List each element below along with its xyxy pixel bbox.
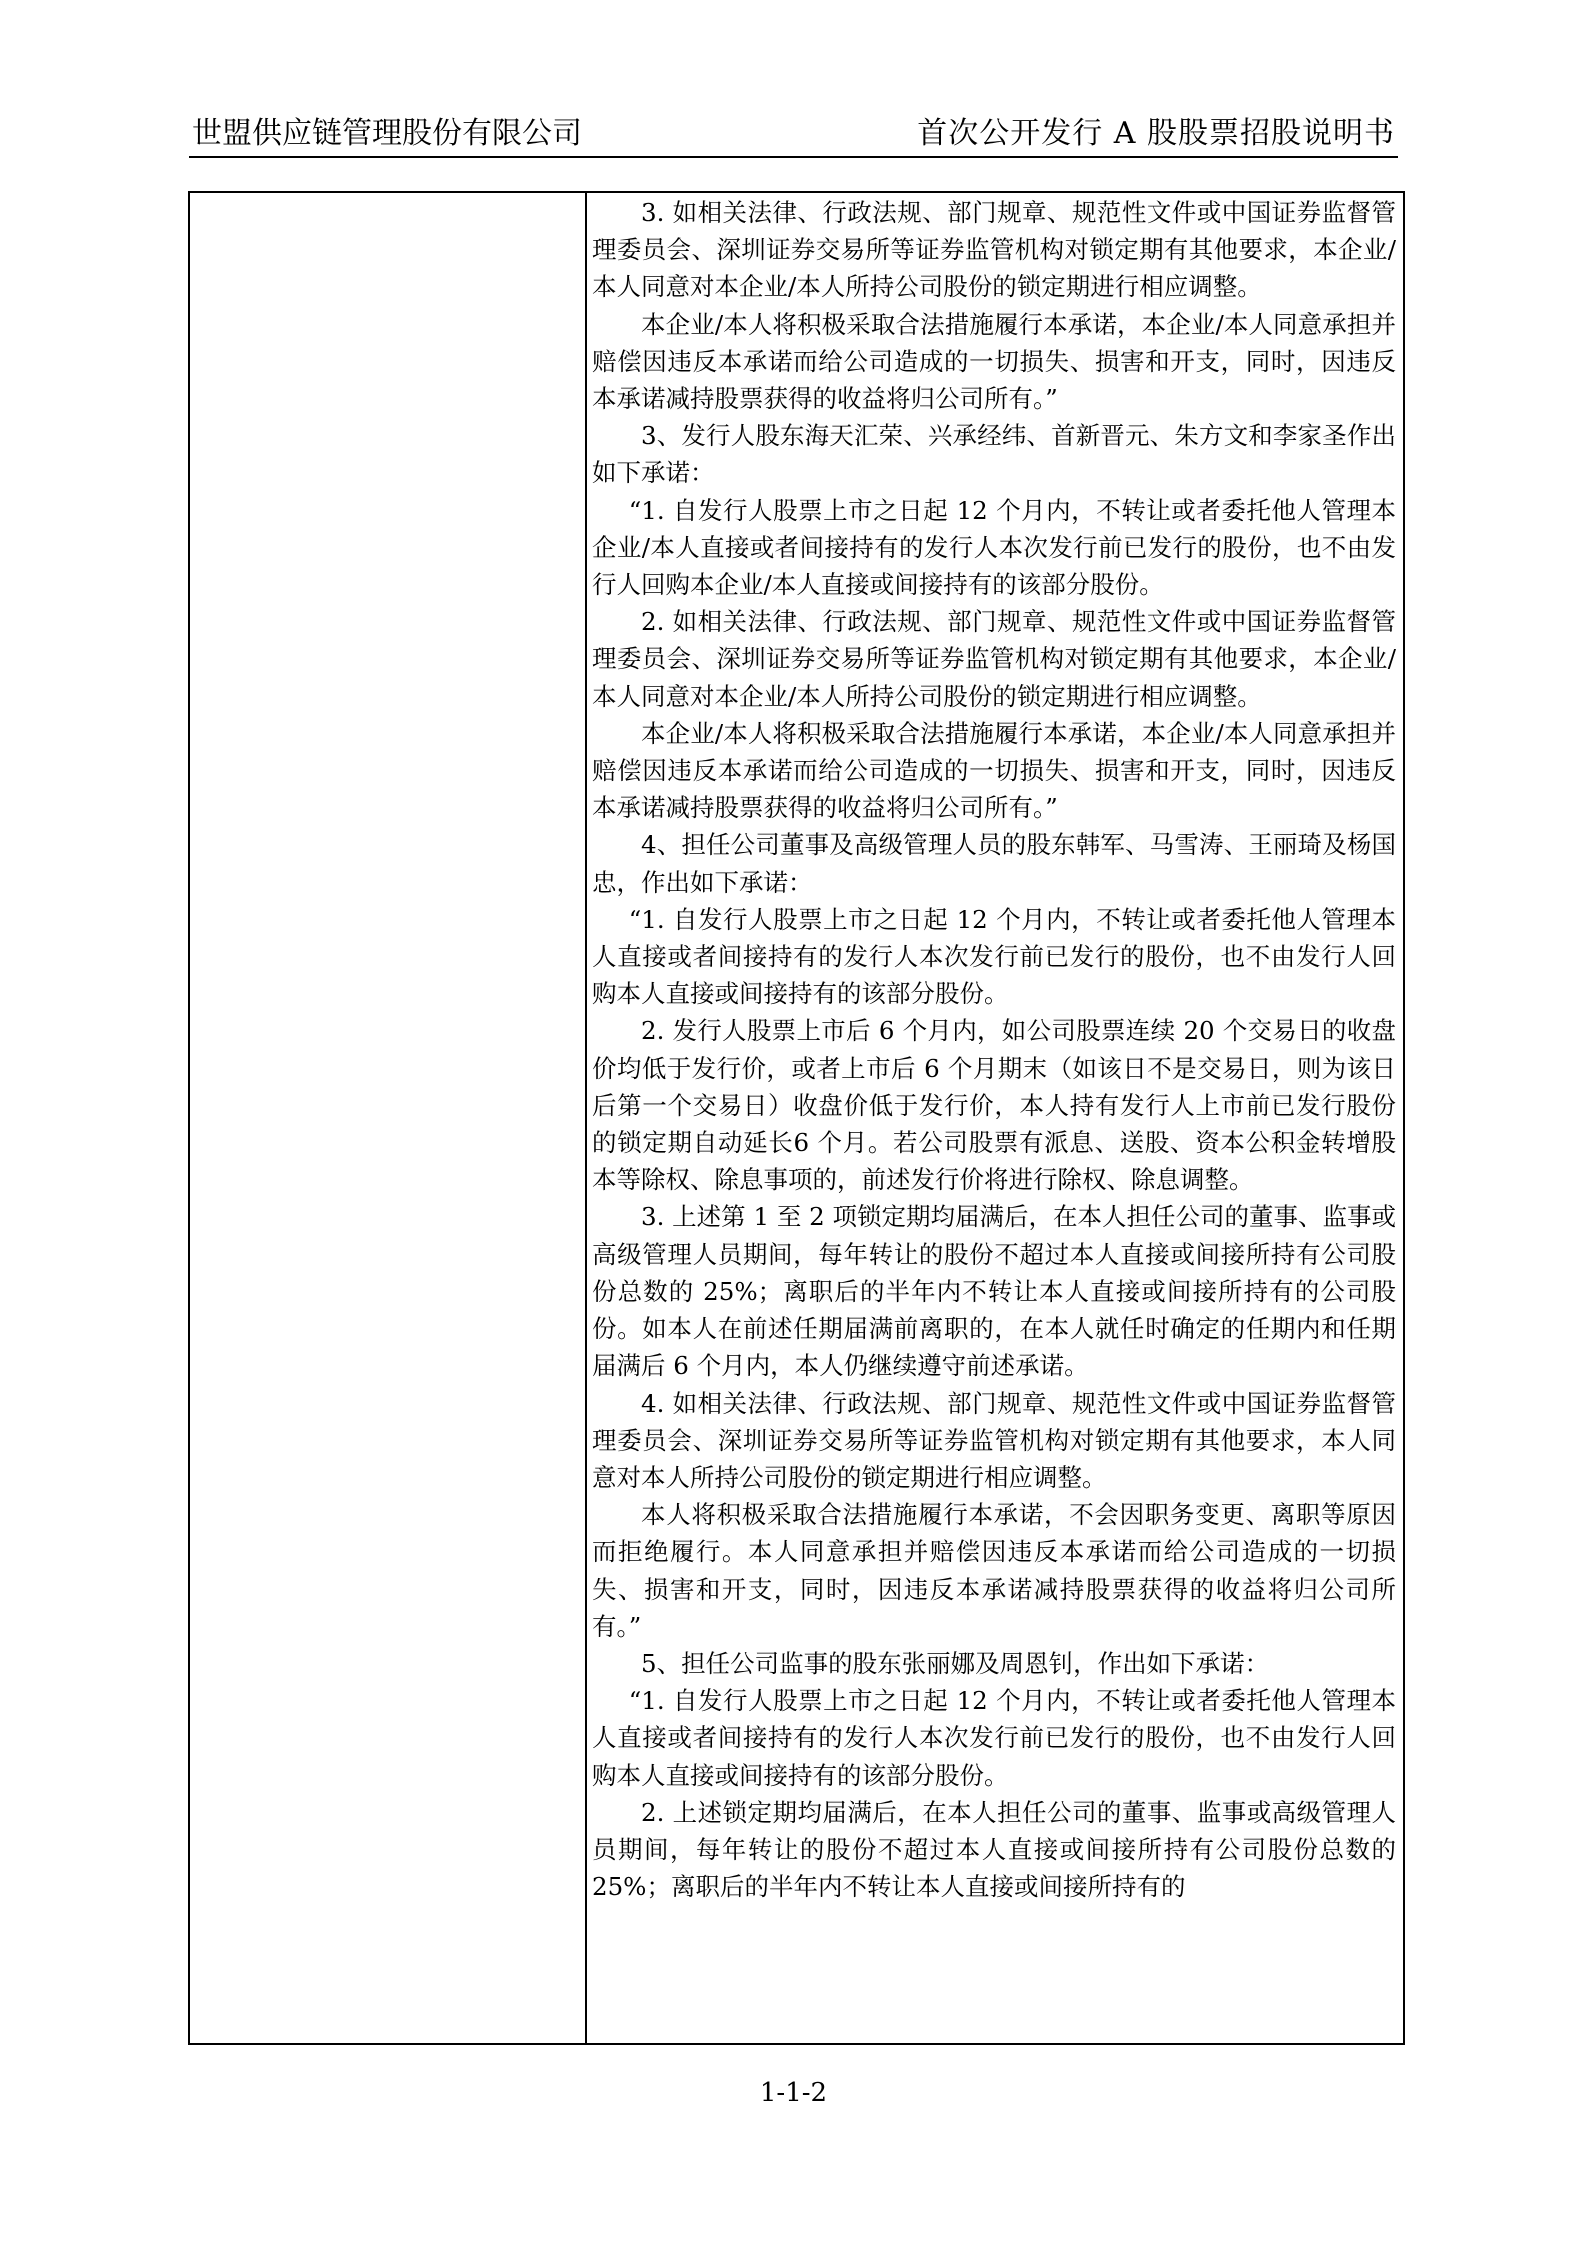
paragraph: “1. 自发行人股票上市之日起 12 个月内，不转让或者委托他人管理本人直接或者间接持有的发行人本次发行前已发行的股份，也不由发行人回购本人直接或间接持有的该部分股份。 xyxy=(592,1686,1396,1790)
paragraph: 本人将积极采取合法措施履行本承诺，不会因职务变更、离职等原因而拒绝履行。本人同意承担并赔偿因违反本承诺而给公司造成的一切损失、损害和开支，同时，因违反本承诺减持股票获得的收益将归公司所有。” xyxy=(592,1500,1396,1641)
commitment-table xyxy=(188,191,1405,2045)
table-right-cell xyxy=(587,193,1403,2043)
paragraph: 2. 上述锁定期均届满后，在本人担任公司的董事、监事或高级管理人员期间，每年转让的股份不超过本人直接或间接所持有公司股份总数的 25%；离职后的半年内不转让本人直接或间接所持有的 xyxy=(592,1797,1396,1902)
paragraph: 3. 如相关法律、行政法规、部门规章、规范性文件或中国证券监督管理委员会、深圳证券交易所等证券监管机构对锁定期有其他要求，本企业/本人同意对本企业/本人所持公司股份的锁定期进行相应调整。 xyxy=(592,198,1396,302)
paragraph: 4、担任公司董事及高级管理人员的股东韩军、马雪涛、王丽琦及杨国忠，作出如下承诺： xyxy=(592,830,1396,897)
paragraph: 4. 如相关法律、行政法规、部门规章、规范性文件或中国证券监督管理委员会、深圳证券交易所等证券监管机构对锁定期有其他要求，本人同意对本人所持公司股份的锁定期进行相应调整。 xyxy=(592,1388,1396,1492)
document-title: 首次公开发行 A 股股票招股说明书 xyxy=(917,116,1395,151)
paragraph: “1. 自发行人股票上市之日起 12 个月内，不转让或者委托他人管理本企业/本人直接或者间接持有的发行人本次发行前已发行的股份，也不由发行人回购本企业/本人直接或间接持有的该部分股份。 xyxy=(592,495,1396,600)
paragraph: 3. 上述第 1 至 2 项锁定期均届满后，在本人担任公司的董事、监事或高级管理人员期间，每年转让的股份不超过本人直接或间接所持有公司股份总数的 25%；离职后的半年内不转让本人直接或间接所持有的公司股份。如本人在前述任期届满前离职的，在本人就任时确定的任期内和任期届满后 6 个月内，本人仍继续遵守前述承诺。 xyxy=(592,1202,1396,1381)
paragraph: 3、发行人股东海天汇荣、兴承经纬、首新晋元、朱方文和李家圣作出如下承诺： xyxy=(592,421,1396,488)
table-left-cell xyxy=(190,193,587,2043)
header-divider xyxy=(189,156,1398,158)
paragraph: 本企业/本人将积极采取合法措施履行本承诺，本企业/本人同意承担并赔偿因违反本承诺而给公司造成的一切损失、损害和开支，同时，因违反本承诺减持股票获得的收益将归公司所有。” xyxy=(592,309,1396,414)
company-name: 世盟供应链管理股份有限公司 xyxy=(192,116,582,151)
paragraph: 本企业/本人将积极采取合法措施履行本承诺，本企业/本人同意承担并赔偿因违反本承诺而给公司造成的一切损失、损害和开支，同时，因违反本承诺减持股票获得的收益将归公司所有。” xyxy=(592,718,1396,823)
paragraph: “1. 自发行人股票上市之日起 12 个月内，不转让或者委托他人管理本人直接或者间接持有的发行人本次发行前已发行的股份，也不由发行人回购本人直接或间接持有的该部分股份。 xyxy=(592,904,1396,1009)
paragraph: 2. 发行人股票上市后 6 个月内，如公司股票连续 20 个交易日的收盘价均低于发行价，或者上市后 6 个月期末（如该日不是交易日，则为该日后第一个交易日）收盘价低于发行价，本人持有发行人上市前已发行股份的锁定期自动延长6 个月。若公司股票有派息、送股、资本公积金转增股本等除权、除息事项的，前述发行价将进行除权、除息调整。 xyxy=(592,1016,1396,1195)
paragraph: 2. 如相关法律、行政法规、部门规章、规范性文件或中国证券监督管理委员会、深圳证券交易所等证券监管机构对锁定期有其他要求，本企业/本人同意对本企业/本人所持公司股份的锁定期进行相应调整。 xyxy=(592,607,1396,711)
page-number: 1-1-2 xyxy=(759,2078,828,2108)
paragraph: 5、担任公司监事的股东张丽娜及周恩钊，作出如下承诺： xyxy=(641,1648,1270,1678)
page-header xyxy=(192,116,1395,156)
